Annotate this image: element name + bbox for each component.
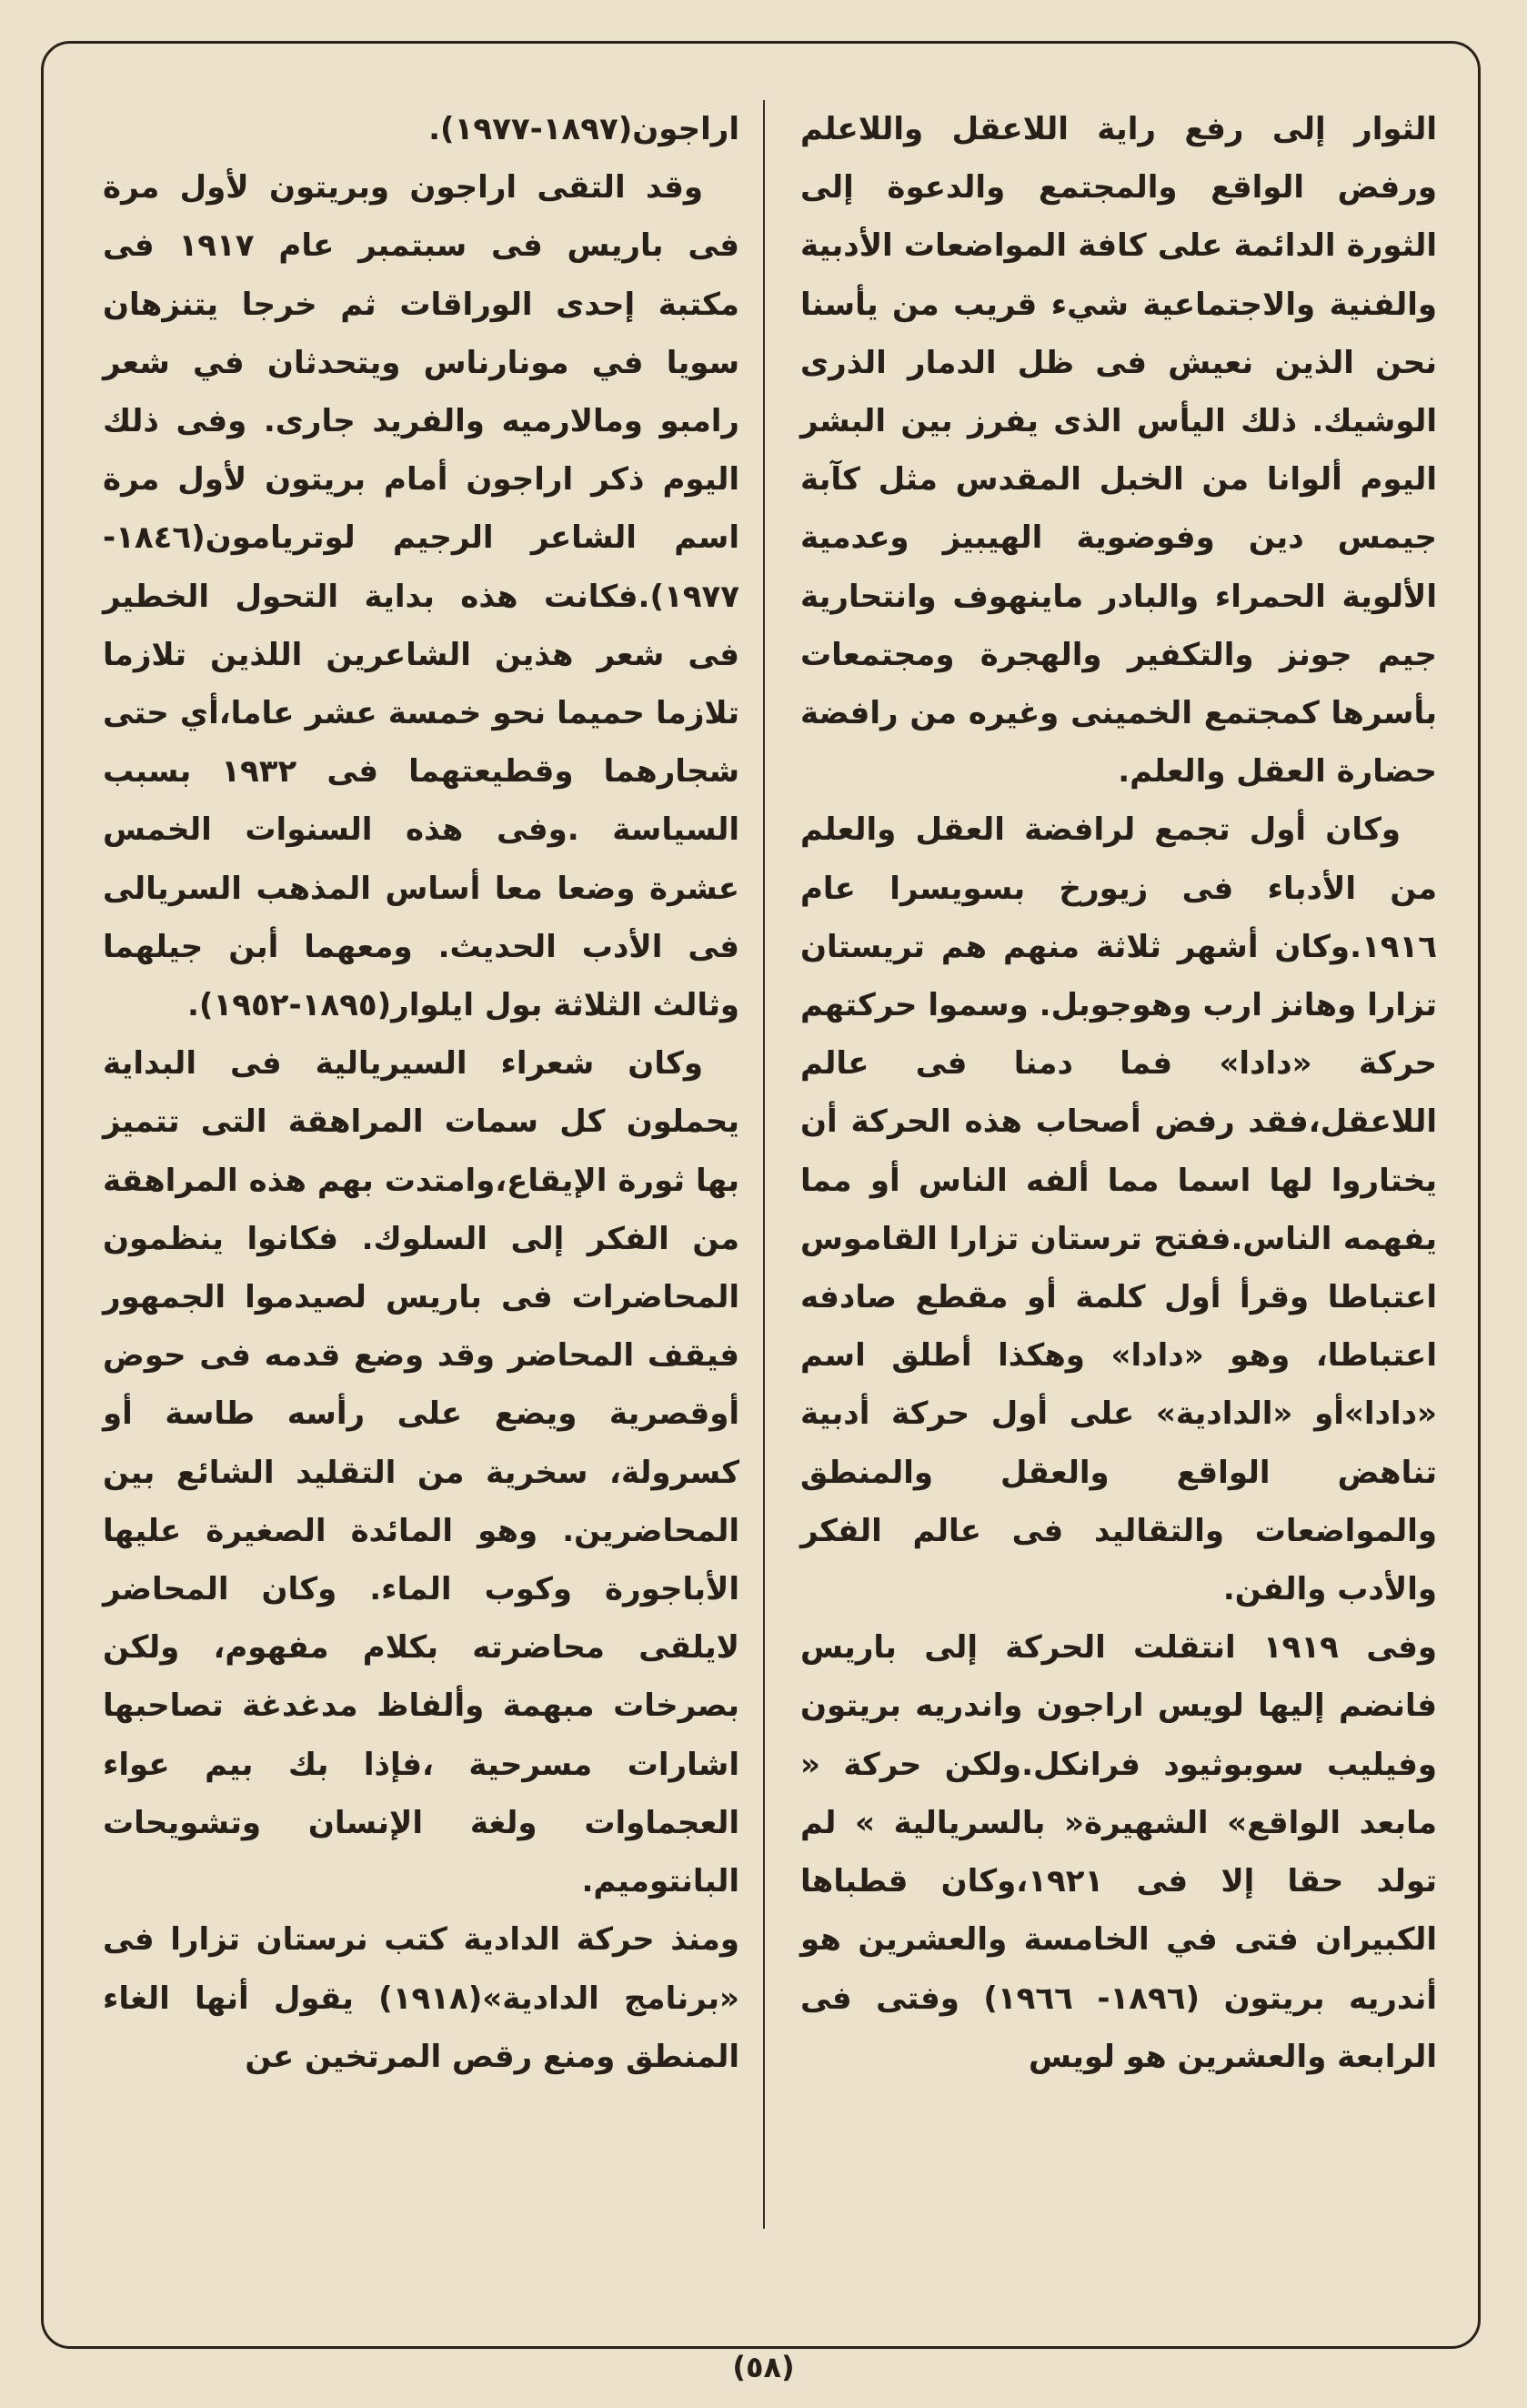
right-text-column [800, 100, 1437, 2086]
left-paragraph-4: ومنذ حركة الدادية كتب نرستان تزارا فى «برنامج الدادية»(١٩١٨) يقول أنها الغاء المنطق ومنع رقص المرتخين عن [103, 1921, 739, 2075]
left-paragraph-3: وكان شعراء السيريالية فى البداية يحملون كل سمات المراهقة التى تتميز بها ثورة الإيقاع،وامتدت بهم هذه المراهقة من الفكر إلى السلوك. فكانوا ينظمون المحاضرات فى باريس لصيدموا الجمهور فيقف المحاضر وقد وضع قدمه فى حوض أوقصرية ويضع على رأسه طاسة أو كسرولة، سخرية من التقليد الشائع بين المحاضرين. وهو المائدة الصغيرة عليها الأباجورة وكوب الماء. وكان المحاضر لايلقى محاضرته بكلام مفهوم، ولكن بصرخات مبهمة وألفاظ مدغدغة تصاحبها اشارات مسرحية ،فإذا بك بيم عواء العجماوات ولغة الإنسان وتشويحات البانتوميم. [103, 1045, 739, 1900]
page-number: (٥٨) [732, 2350, 795, 2384]
left-text-column [103, 100, 739, 2086]
right-paragraph-1: الثوار إلى رفع راية اللاعقل واللاعلم ورفض الواقع والمجتمع والدعوة إلى الثورة الدائمة على كافة المواضعات الأدبية والفنية والاجتماعية شيء قريب من يأسنا نحن الذين نعيش فى ظل الدمار الذرى الوشيك. ذلك اليأس الذى يفرز بين البشر اليوم ألوانا من الخبل المقدس مثل كآبة جيمس دين وفوضوية الهيبيز وعدمية الألوية الحمراء والبادر ماينهوف وانتحارية جيم جونز والتكفير والهجرة ومجتمعات بأسرها كمجتمع الخمينى وغيره من رافضة حضارة العقل والعلم. [800, 111, 1437, 791]
right-paragraph-2: وكان أول تجمع لرافضة العقل والعلم من الأدباء فى زيورخ بسويسرا عام ١٩١٦.وكان أشهر ثلاثة منهم هم تريستان تزارا وهانز ارب وهوجوبل. وسموا حركتهم حركة «دادا» فما دمنا فى عالم اللاعقل،فقد رفض أصحاب هذه الحركة أن يختاروا لها اسما مما ألفه الناس أو مما يفهمه الناس.ففتح ترستان تزارا القاموس اعتباطا وقرأ أول كلمة أو مقطع صادفه اعتباطا، وهو «دادا» وهكذا أطلق اسم «دادا»أو «الدادية» على أول حركة أدبية تناهض الواقع والعقل والمنطق والمواضعات والتقاليد فى عالم الفكر والأدب والفن. [800, 811, 1437, 1608]
left-paragraph-2: وقد التقى اراجون وبريتون لأول مرة فى باريس فى سبتمبر عام ١٩١٧ فى مكتبة إحدى الوراقات ثم خرجا يتنزهان سويا في مونارناس ويتحدثان في شعر رامبو ومالارميه والفريد جارى. وفى ذلك اليوم ذكر اراجون أمام بريتون لأول مرة اسم الشاعر الرجيم لوتريامون(١٨٤٦- ١٩٧٧).فكانت هذه بداية التحول الخطير فى شعر هذين الشاعرين اللذين تلازما تلازما حميما نحو خمسة عشر عاما،أي حتى شجارهما وقطيعتهما فى ١٩٣٢ بسبب السياسة .وفى هذه السنوات الخمس عشرة وضعا معا أساس المذهب السريالى فى الأدب الحديث. ومعهما أبن جيلهما وثالث الثلاثة بول ايلوار(١٨٩٥-١٩٥٢). [103, 169, 740, 1024]
right-paragraph-3: وفى ١٩١٩ انتقلت الحركة إلى باريس فانضم إليها لويس اراجون واندريه بريتون وفيليب سوبوثيود فرانكل.ولكن حركة « مابعد الواقع» الشهيرة« بالسريالية » لم تولد حقا إلا فى ١٩٢١،وكان قطباها الكبيران فتى في الخامسة والعشرين هو أندريه بريتون (١٨٩٦- ١٩٦٦) وفتى فى الرابعة والعشرين هو لويس [800, 1629, 1437, 2075]
column-divider [763, 100, 765, 2229]
left-paragraph-1: اراجون(١٨٩٧-١٩٧٧). [428, 111, 739, 147]
